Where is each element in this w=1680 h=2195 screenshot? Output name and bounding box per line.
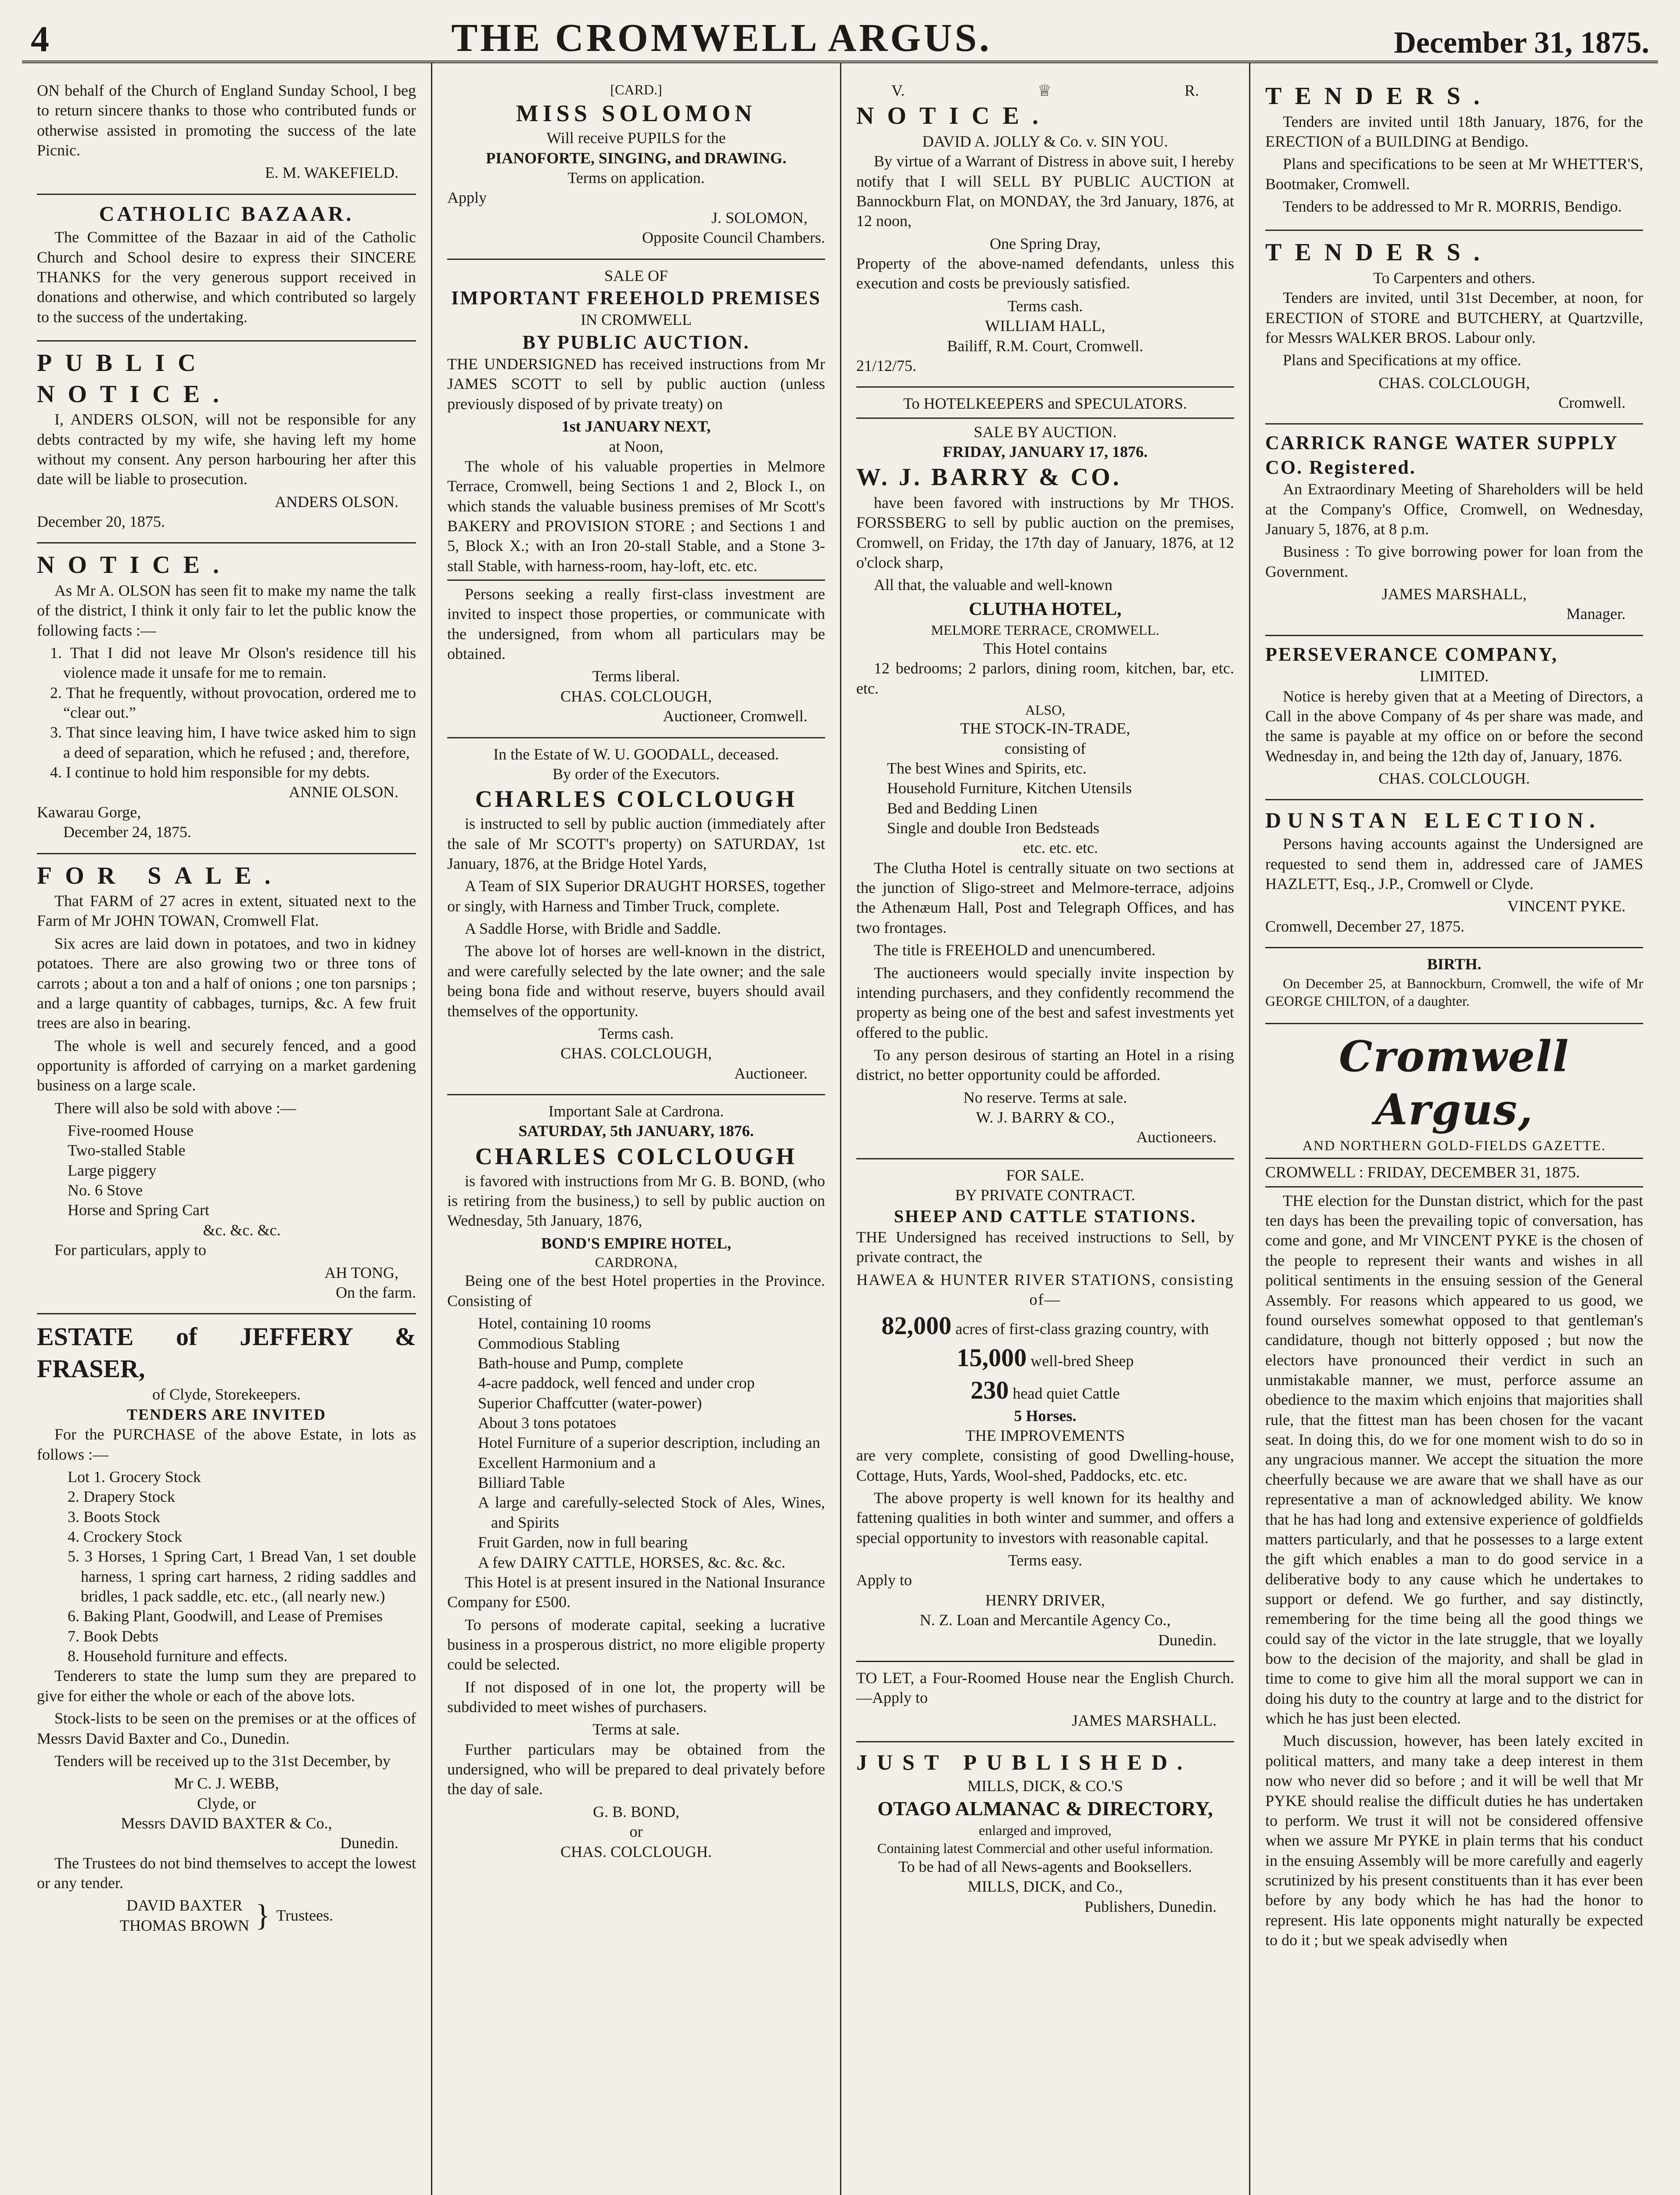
ad-terms: Terms cash. — [598, 1024, 674, 1042]
ad-text: Apply to — [856, 1571, 912, 1589]
notice-signature: ANNIE OLSON. — [289, 783, 398, 801]
divider — [1265, 1158, 1643, 1159]
notice-text: Tenders to be addressed to Mr R. MORRIS, Bendigo. — [1283, 197, 1622, 215]
clutha-hotel-ad — [856, 388, 1234, 1159]
goodall-estate-ad — [447, 738, 825, 1095]
list-item: 7. Book Debts — [68, 1627, 158, 1645]
ad-item: A Team of SIX Superior DRAUGHT HORSES, together or singly, with Harness and Timber Truck, complete. — [447, 877, 825, 915]
notice-terms: Terms cash. — [1007, 297, 1083, 315]
columns — [22, 63, 1658, 2195]
hotel-name: BOND'S EMPIRE HOTEL, — [541, 1234, 732, 1252]
masthead — [22, 9, 1658, 63]
notice-text: An Extraordinary Meeting of Shareholders will be held at the Company's Office, Cromwell, on Wednesday, January 5, 1876, at 8 p.m. — [1265, 480, 1643, 538]
ad-text: PIANOFORTE, SINGING, and DRAWING. — [486, 149, 786, 167]
stations-name: HAWEA & HUNTER RIVER STATIONS, consisting of— — [856, 1270, 1234, 1308]
birth-notice — [1265, 948, 1643, 1024]
ad-heading: ESTATE of JEFFERY & FRASER, — [37, 1322, 416, 1383]
ad-signature: G. B. BOND, — [592, 1803, 679, 1821]
ad-text: The Trustees do not bind themselves to accept the lowest or any tender. — [37, 1854, 416, 1892]
estate-tender-ad — [37, 1314, 416, 1946]
ad-text: If not disposed of in one lot, the property will be subdivided to meet wishes of purchasers. — [447, 1678, 825, 1716]
ad-heading: MISS SOLOMON — [516, 100, 757, 127]
list-item: 8. Household furniture and effects. — [68, 1647, 288, 1665]
catholic-bazaar-notice — [37, 195, 416, 342]
list-item: Household Furniture, Kitchen Utensils — [887, 779, 1132, 797]
hotel-items — [447, 1313, 825, 1572]
hotel-place: CARDRONA, — [595, 1254, 678, 1270]
sale-items — [37, 1121, 416, 1240]
notice-date: December 20, 1875. — [37, 512, 165, 530]
notice-heading: PERSEVERANCE COMPANY, — [1265, 643, 1558, 665]
ad-text: The title is FREEHOLD and unencumbered. — [874, 941, 1156, 959]
list-item: Large piggery — [68, 1161, 157, 1179]
ad-location: On the farm. — [336, 1283, 416, 1301]
ad-signature: J. SOLOMON, — [711, 209, 808, 227]
farm-for-sale-ad — [37, 854, 416, 1315]
ad-text: is favored with instructions from Mr G. B. BOND, (who is retiring from the business,) to sell by public auction on Wednesday, 5th January, 1876, — [447, 1172, 825, 1230]
cipher-v: V. — [891, 82, 905, 99]
ad-text: Will receive PUPILS for the — [546, 129, 726, 147]
list-item: Horse and Spring Cart — [68, 1201, 209, 1219]
notice-heading: NOTICE. — [856, 102, 1052, 130]
column-2 — [431, 63, 840, 2195]
notice-subheading: LIMITED. — [1420, 667, 1489, 685]
ad-signature: JAMES MARSHALL. — [1071, 1711, 1217, 1729]
card-label: [CARD.] — [610, 82, 662, 97]
cipher-r: R. — [1184, 82, 1199, 99]
list-item: A few DAIRY CATTLE, HORSES, &c. &c. &c. — [478, 1553, 786, 1571]
olson-notice — [37, 543, 416, 854]
newspaper-title: THE CROMWELL ARGUS. — [451, 16, 992, 60]
recipient: Mr C. J. WEBB, — [174, 1774, 279, 1792]
cattle-number: 230 — [970, 1375, 1009, 1404]
tenders-bendigo — [1265, 75, 1643, 231]
acreage — [856, 1310, 1234, 1342]
to-let-ad — [856, 1662, 1234, 1742]
notice-text: By virtue of a Warrant of Distress in above suit, I hereby notify that I will SELL BY PUBLIC AUCTION at Bannockburn Flat, on MONDAY, the 3rd January, 1876, at 12 noon, — [856, 152, 1234, 230]
ad-text: This Hotel is at present insured in the National Insurance Company for £500. — [447, 1573, 825, 1611]
sheep-number: 15,000 — [956, 1343, 1027, 1372]
ad-text: This Hotel contains — [983, 639, 1107, 657]
ad-text: There will also be sold with above :— — [54, 1099, 296, 1117]
nameplate-subtitle: AND NORTHERN GOLD-FIELDS GAZETTE. — [1302, 1137, 1606, 1154]
fact-item: 1. That I did not leave Mr Olson's residence till his violence made it unsafe for me to remain. — [50, 644, 416, 682]
ad-text: To persons of moderate capital, seeking a lucrative business in a prosperous district, no more eligible property could be selected. — [447, 1616, 825, 1673]
trustees-label: Trustees. — [276, 1907, 334, 1925]
list-item: Single and double Iron Bedsteads — [887, 819, 1099, 837]
ad-signature: CHAS. COLCLOUGH, — [560, 687, 712, 705]
firm-name: W. J. BARRY & CO. — [856, 464, 1122, 491]
improvements-heading: THE IMPROVEMENTS — [965, 1426, 1125, 1444]
ad-heading: IN CROMWELL — [581, 311, 692, 329]
notice-signature: CHAS. COLCLOUGH. — [1378, 770, 1530, 788]
list-item: etc. etc. etc. — [1023, 839, 1098, 857]
ad-heading: In the Estate of W. U. GOODALL, deceased. — [493, 745, 779, 763]
list-item: Lot 1. Grocery Stock — [68, 1468, 201, 1486]
notice-subheading: To Carpenters and others. — [1373, 269, 1536, 287]
notice-role: Bailiff, R.M. Court, Cromwell. — [947, 337, 1144, 355]
royal-cipher — [856, 81, 1234, 101]
tenders-invited: TENDERS ARE INVITED — [126, 1405, 327, 1423]
notice-text: Tenders are invited until 18th January, 1876, for the ERECTION of a BUILDING at Bendigo. — [1265, 112, 1643, 150]
brace-icon: } — [255, 1898, 270, 1932]
tenders-quartzville — [1265, 231, 1643, 425]
list-item: Fruit Garden, now in full bearing — [478, 1533, 688, 1551]
list-item: Hotel Furniture of a superior description, including an — [478, 1434, 820, 1452]
issue-date: December 31, 1875. — [1394, 26, 1649, 60]
ad-text: Tenderers to state the lump sum they are prepared to give for either the whole or each of the above lots. — [37, 1667, 416, 1705]
ad-text: THE UNDERSIGNED has received instructions from Mr JAMES SCOTT to sell by public auction (unless previously disposed of by private treaty) on — [447, 355, 825, 413]
list-item: Superior Chaffcutter (water-power) — [478, 1394, 702, 1412]
editorial-text: Much discussion, however, has been lately excited in political matters, and many take a deep interest in them now who never did so before ; and it will be well that Mr PYKE should realise the difficult duties he has undertaken to perform. We trust it will not be considered offensive when we assure Mr PYKE in plain terms that his conduct in the ensuing Assembly will be more carefully and eagerly scrutinized by his present constituents than it has ever been before by any body which he has had the honor to represent. His late opponents might naturally be expected to do it ; but we speak advisedly when — [1265, 1732, 1643, 1949]
publisher: MILLS, DICK, & CO.'S — [967, 1777, 1123, 1795]
ad-text: enlarged and improved, — [979, 1822, 1112, 1839]
ad-heading: SALE OF — [604, 266, 668, 284]
sheep-text: well-bred Sheep — [1030, 1352, 1134, 1370]
notice-date: 21/12/75. — [856, 356, 917, 374]
trustee-name: THOMAS BROWN — [119, 1916, 249, 1934]
fact-item: 2. That he frequently, without provocation, ordered me to “clear out.” — [50, 684, 416, 722]
recipient: Clyde, or — [197, 1794, 256, 1812]
ad-text: consisting of — [1005, 739, 1086, 757]
list-item: 5. 3 Horses, 1 Spring Cart, 1 Bread Van, 1 set double harness, 1 spring cart harness, 2 riding saddles and bridles, 1 pack saddle, etc. etc., (all nearly new.) — [68, 1547, 416, 1605]
ad-heading: FOR SALE. — [37, 862, 284, 889]
column-1 — [22, 63, 431, 2195]
almanac-title: OTAGO ALMANAC & DIRECTORY, — [877, 1797, 1213, 1820]
ad-text: Tenders will be received up to the 31st December, by — [54, 1752, 391, 1770]
notice-text: Notice is hereby given that at a Meeting of Directors, a Call in the above Company of 4s per share was made, and the same is payable at my office on or before the second Wednesday in, and being the 12th day of, January, 1876. — [1265, 687, 1643, 765]
ad-text: 12 bedrooms; 2 parlors, dining room, kitchen, bar, etc. etc. — [856, 659, 1234, 697]
stations-sale-ad — [856, 1159, 1234, 1662]
ad-text: Six acres are laid down in potatoes, and two in kidney potatoes. There are also growing two or three tons of carrots ; about a ton and a half of onions ; one ton parsnips ; and a large quantity of cabbages, turnips, &c. A few fruit trees are also in bearing. — [37, 934, 416, 1032]
hotel-place: MELMORE TERRACE, CROMWELL. — [931, 622, 1159, 638]
column-4 — [1249, 63, 1658, 2195]
ad-text: Persons seeking a really first-class investment are invited to inspect those properties, or communicate with the undersigned, from whom all particulars may be obtained. — [447, 585, 825, 663]
ad-signature: or — [629, 1823, 643, 1841]
ad-text: The Clutha Hotel is centrally situate on two sections at the junction of Sligo-street and Melmore-terrace, adjoins the Athenæum Hall, Post and Telegraph Offices, and has two frontages. — [856, 859, 1234, 936]
divider — [856, 417, 1234, 419]
trustee-names — [120, 1896, 249, 1936]
column-3 — [840, 63, 1249, 2195]
perseverance-notice — [1265, 636, 1643, 801]
notice-signature: WILLIAM HALL, — [985, 317, 1106, 335]
fact-item: 3. That since leaving him, I have twice asked him to sign a deed of separation, which he refused ; and, therefore, — [50, 723, 416, 761]
list-item: Five-roomed House — [68, 1122, 194, 1140]
almanac-ad — [856, 1742, 1234, 1927]
ad-address: Opposite Council Chambers. — [642, 229, 825, 247]
ad-place: Dunedin. — [1158, 1631, 1217, 1649]
ad-heading: JUST PUBLISHED. — [856, 1749, 1192, 1774]
notice-text: On December 25, at Bannockburn, Cromwell, the wife of Mr GEORGE CHILTON, of a daughter. — [1265, 975, 1643, 1009]
notice-date: Cromwell, December 27, 1875. — [1265, 917, 1465, 935]
ad-signature: CHAS. COLCLOUGH, — [560, 1044, 712, 1062]
church-thanks-notice — [37, 75, 416, 195]
notice-item: One Spring Dray, — [990, 234, 1101, 252]
ad-text: THE STOCK-IN-TRADE, — [960, 720, 1131, 738]
ad-text: To be had of all News-agents and Booksellers. — [898, 1857, 1192, 1875]
ad-role: Auctioneer. — [734, 1064, 808, 1082]
notice-text: The Committee of the Bazaar in aid of the Catholic Church and School desire to express their SINCERE THANKS for the very generous support received in donations and otherwise, and which contributed so largely to the success of the undertaking. — [37, 228, 416, 326]
ad-heading: BY PUBLIC AUCTION. — [522, 331, 750, 353]
notice-date: December 24, 1875. — [63, 823, 191, 841]
sheep-count — [856, 1342, 1234, 1374]
ad-text: The above property is well known for its healthy and fattening qualities in both winter and summer, and offers a special opportunity to investors with reasonable capital. — [856, 1489, 1234, 1547]
ad-terms: Terms liberal. — [592, 667, 680, 685]
cattle-count — [856, 1374, 1234, 1406]
acres-text: acres of first-class grazing country, with — [955, 1320, 1209, 1338]
stock-items — [856, 759, 1234, 858]
ad-text: Terms on application. — [567, 169, 705, 187]
ad-role: Auctioneer, Cromwell. — [663, 707, 808, 725]
public-notice — [37, 342, 416, 543]
trustee-signatures — [37, 1896, 416, 1936]
notice-signature: VINCENT PYKE. — [1507, 897, 1626, 915]
list-item: 3. Boots Stock — [68, 1508, 161, 1526]
notice-intro: As Mr A. OLSON has seen fit to make my name the talk of the district, I think it only fair to let the public know the following facts :— — [37, 581, 416, 639]
page-number: 4 — [31, 19, 49, 60]
ad-signature: HENRY DRIVER, — [985, 1591, 1105, 1609]
list-item: Bed and Bedding Linen — [887, 799, 1037, 817]
carrick-range-notice — [1265, 425, 1643, 636]
auctioneer-name: CHARLES COLCLOUGH — [475, 786, 797, 813]
notice-text: Plans and Specifications at my office. — [1283, 351, 1522, 369]
ad-terms: Terms at sale. — [592, 1720, 680, 1738]
ad-text: is instructed to sell by public auction (immediately after the sale of Mr SCOTT's property) on SATURDAY, 1st January, 1876, at the Bridge Hotel Yards, — [447, 815, 825, 873]
lot-list — [37, 1467, 416, 1666]
acres-number: 82,000 — [881, 1311, 952, 1340]
ad-text: THE Undersigned has received instructions to Sell, by private contract, the — [856, 1228, 1234, 1266]
distress-notice — [856, 75, 1234, 388]
ad-signature: MILLS, DICK, and Co., — [968, 1878, 1123, 1896]
ad-heading: SALE BY AUCTION. — [973, 423, 1117, 441]
ad-heading: To HOTELKEEPERS and SPECULATORS. — [903, 395, 1187, 413]
list-item: Billiard Table — [478, 1474, 565, 1492]
recipient: Dunedin. — [340, 1834, 398, 1852]
ad-text: The whole is well and securely fenced, and a good opportunity is afforded of carrying on a market gardening business on a large scale. — [37, 1036, 416, 1094]
nameplate: Cromwell Argus, — [1339, 1032, 1570, 1135]
notice-text: I, ANDERS OLSON, will not be responsible for any debts contracted by my wife, she having left my home without my consent. Any person harbouring her after this date will be liable to prosecution. — [37, 410, 416, 488]
sale-time: at Noon, — [609, 437, 664, 455]
notice-place: Cromwell. — [1558, 394, 1626, 412]
ad-subheading: of Clyde, Storekeepers. — [152, 1385, 301, 1403]
ad-text: Being one of the best Hotel properties in the Province. Consisting of — [447, 1272, 825, 1310]
notice-signature: ANDERS OLSON. — [274, 493, 398, 511]
list-item: Two-stalled Stable — [68, 1141, 186, 1159]
ad-text: ALSO, — [1025, 702, 1066, 718]
hotel-name: CLUTHA HOTEL, — [969, 599, 1122, 619]
notice-heading: DUNSTAN ELECTION. — [1265, 808, 1601, 833]
ad-text: Containing latest Commercial and other useful information. — [877, 1840, 1213, 1856]
notice-text: Persons having accounts against the Undersigned are requested to send them in, addressed care of JAMES HAZLETT, Esq., J.P., Cromwell or Clyde. — [1265, 835, 1643, 893]
notice-heading: PUBLIC NOTICE. — [37, 349, 232, 408]
freehold-premises-ad — [447, 260, 825, 738]
notice-role: Manager. — [1566, 605, 1626, 623]
ad-heading: Important Sale at Cardrona. — [548, 1102, 724, 1120]
ad-heading: FOR SALE. — [1006, 1166, 1084, 1184]
list-item: &c. &c. &c. — [203, 1221, 281, 1239]
notice-signature: E. M. WAKEFIELD. — [265, 164, 398, 182]
ad-terms: Terms easy. — [1008, 1551, 1083, 1569]
ad-text: The auctioneers would specially invite inspection by intending purchasers, and they confidently recommend the property as being one of the best and safest investments yet offered to the public. — [856, 964, 1234, 1041]
notice-heading: NOTICE. — [37, 551, 232, 579]
ad-terms: No reserve. Terms at sale. — [963, 1088, 1127, 1106]
crown-icon: ♕ — [1037, 82, 1052, 99]
notice-text: Property of the above-named defendants, unless this execution and costs be previously satisfied. — [856, 255, 1234, 292]
list-item: 4-acre paddock, well fenced and under crop — [478, 1374, 755, 1392]
auctioneer-name: CHARLES COLCLOUGH — [475, 1143, 797, 1169]
list-item: Bath-house and Pump, complete — [478, 1354, 683, 1372]
ad-signature: CHAS. COLCLOUGH. — [560, 1842, 712, 1860]
list-item: No. 6 Stove — [68, 1181, 143, 1199]
list-item: 2. Drapery Stock — [68, 1488, 175, 1506]
sale-date: FRIDAY, JANUARY 17, 1876. — [943, 443, 1148, 461]
recipient: Messrs DAVID BAXTER & Co., — [121, 1814, 332, 1832]
ad-text: Apply — [447, 189, 487, 207]
notice-text: Plans and specifications to be seen at Mr WHETTER'S, Bootmaker, Cromwell. — [1265, 155, 1643, 193]
ad-signature: W. J. BARRY & CO., — [976, 1108, 1115, 1126]
ad-text: All that, the valuable and well-known — [874, 576, 1113, 594]
list-item: About 3 tons potatoes — [478, 1414, 616, 1432]
notice-place: Kawarau Gorge, — [37, 803, 141, 821]
ad-heading: BY PRIVATE CONTRACT. — [955, 1186, 1135, 1204]
notice-signature: CHAS. COLCLOUGH, — [1378, 374, 1530, 392]
ad-text: The above lot of horses are well-known in the district, and were carefully selected by the late owner; and the sale being bona fide and without reserve, buyers should avail themselves of the opportunity. — [447, 942, 825, 1020]
ad-text: To any person desirous of starting an Hotel in a rising district, no better opportunity could be afforded. — [856, 1046, 1234, 1084]
ad-text: The whole of his valuable properties in Melmore Terrace, Cromwell, being Sections 1 and 2, Block I., on which stands the valuable business premises of Mr Scott's BAKERY and PROVISION STORE ; and Sections 1 and 5, Block X.; with an Iron 20-stall Stable, and a Stone 3-stall Stable, with harness-room, hay-loft, etc. etc. — [447, 457, 825, 575]
list-item: Hotel, containing 10 rooms — [478, 1314, 651, 1332]
notice-heading: TENDERS. — [1265, 83, 1493, 110]
ad-signature: AH TONG, — [324, 1263, 398, 1281]
notice-signature: JAMES MARSHALL, — [1382, 585, 1527, 603]
editorial — [1265, 1024, 1643, 1963]
ad-text: That FARM of 27 acres in extent, situated next to the Farm of Mr JOHN TOWAN, Cromwell Flat. — [37, 892, 416, 930]
notice-heading: BIRTH. — [1427, 955, 1482, 973]
solomon-card — [447, 75, 825, 260]
ad-text: TO LET, a Four-Roomed House near the English Church.—Apply to — [856, 1669, 1234, 1707]
list-item: Commodious Stabling — [478, 1334, 620, 1352]
case-name: DAVID A. JOLLY & Co. v. SIN YOU. — [922, 132, 1168, 150]
ad-text: By order of the Executors. — [553, 765, 720, 783]
list-item: A large and carefully-selected Stock of Ales, Wines, and Spirits — [478, 1493, 825, 1531]
dunstan-election-notice — [1265, 800, 1643, 948]
notice-text: Business : To give borrowing power for loan from the Government. — [1265, 543, 1643, 580]
editorial-text: THE election for the Dunstan district, which for the past ten days has been the prevailing topic of conversation, has come and gone, and Mr VINCENT PYKE is the chosen of the people to represent their wants and wishes in all political sentiments in the ensuing session of the General Assembly. For reasons which appeared to us good, we found ourselves somewhat opposed to that gentleman's candidature, though not bitterly opposed ; but now the electors have pronounced their verdict in such an unmistakable manner, we must, perforce assume an obedience to the maxim which enjoins that majorities shall rule, that the fittest man has been chosen for the vacant seat. In doing this, do we for one moment wish to do so in any ungracious manner. We accept the situation the more cheerfully because we are aware that we shall have as our representative a man of acknowledged ability. We know that he has had long and extensive experience of goldfields matters particularly, and that he possesses to a large extent the gift which enables a man to do good service in a deliberative body to any cause which he undertakes to support or defend. We go further, and say distinctly, remembering for the time being all the good things we could say of the victor in the late struggle, that we loyally bow to the decision of the majority, and shall be glad in time to come to give him all the moral support we can in doing his duty to the country at large and to the district for which he has just been elected. — [1265, 1191, 1643, 1727]
ad-text: Stock-lists to be seen on the premises or at the offices of Messrs David Baxter and Co., Dunedin. — [37, 1709, 416, 1747]
ad-org: N. Z. Loan and Mercantile Agency Co., — [919, 1611, 1171, 1629]
ad-text: Further particulars may be obtained from the undersigned, who will be prepared to deal privately before the day of sale. — [447, 1740, 825, 1798]
list-item: Excellent Harmonium and a — [478, 1454, 656, 1472]
ad-text: are very complete, consisting of good Dwelling-house, Cottage, Huts, Yards, Wool-shed, Paddocks, etc. etc. — [856, 1447, 1234, 1484]
notice-heading: CARRICK RANGE WATER SUPPLY CO. Registered. — [1265, 432, 1618, 478]
ad-heading: SHEEP AND CATTLE STATIONS. — [894, 1206, 1197, 1226]
notice-text: Tenders are invited, until 31st December, at noon, for ERECTION of STORE and BUTCHERY, at Quartzville, for Messrs WALKER BROS. Labour only. — [1265, 289, 1643, 346]
divider — [1265, 1186, 1643, 1187]
notice-text: ON behalf of the Church of England Sunday School, I beg to return sincere thanks to those who contributed funds or otherwise assisted in promoting the success of the late Picnic. — [37, 82, 416, 159]
ad-text: For particulars, apply to — [54, 1241, 206, 1259]
cardrona-sale-ad — [447, 1095, 825, 1872]
trustee-name: DAVID BAXTER — [126, 1896, 243, 1914]
list-item: 6. Baking Plant, Goodwill, and Lease of Premises — [68, 1607, 383, 1625]
sale-date: 1st JANUARY NEXT, — [561, 417, 711, 435]
sale-date: SATURDAY, 5th JANUARY, 1876. — [518, 1122, 754, 1140]
notice-heading: TENDERS. — [1265, 239, 1493, 266]
fact-item: 4. I continue to hold him responsible for my debts. — [50, 763, 370, 781]
ad-item: A Saddle Horse, with Bridle and Saddle. — [465, 920, 721, 938]
cattle-text: head quiet Cattle — [1012, 1384, 1120, 1402]
dateline: CROMWELL : FRIDAY, DECEMBER 31, 1875. — [1265, 1163, 1580, 1181]
ad-role: Publishers, Dunedin. — [1084, 1897, 1217, 1915]
divider — [447, 579, 825, 581]
ad-role: Auctioneers. — [1136, 1128, 1217, 1146]
list-item: 4. Crockery Stock — [68, 1527, 182, 1545]
ad-text: For the PURCHASE of the above Estate, in lots as follows :— — [37, 1425, 416, 1463]
notice-heading: CATHOLIC BAZAAR. — [99, 202, 354, 226]
list-item: The best Wines and Spirits, etc. — [887, 759, 1087, 777]
horses-count: 5 Horses. — [1014, 1407, 1077, 1425]
ad-heading: IMPORTANT FREEHOLD PREMISES — [451, 287, 822, 309]
ad-text: have been favored with instructions by Mr THOS. FORSSBERG to sell by public auction on the premises, Cromwell, on Friday, the 17th day of January, 1876, at 12 o'clock sharp, — [856, 493, 1234, 571]
